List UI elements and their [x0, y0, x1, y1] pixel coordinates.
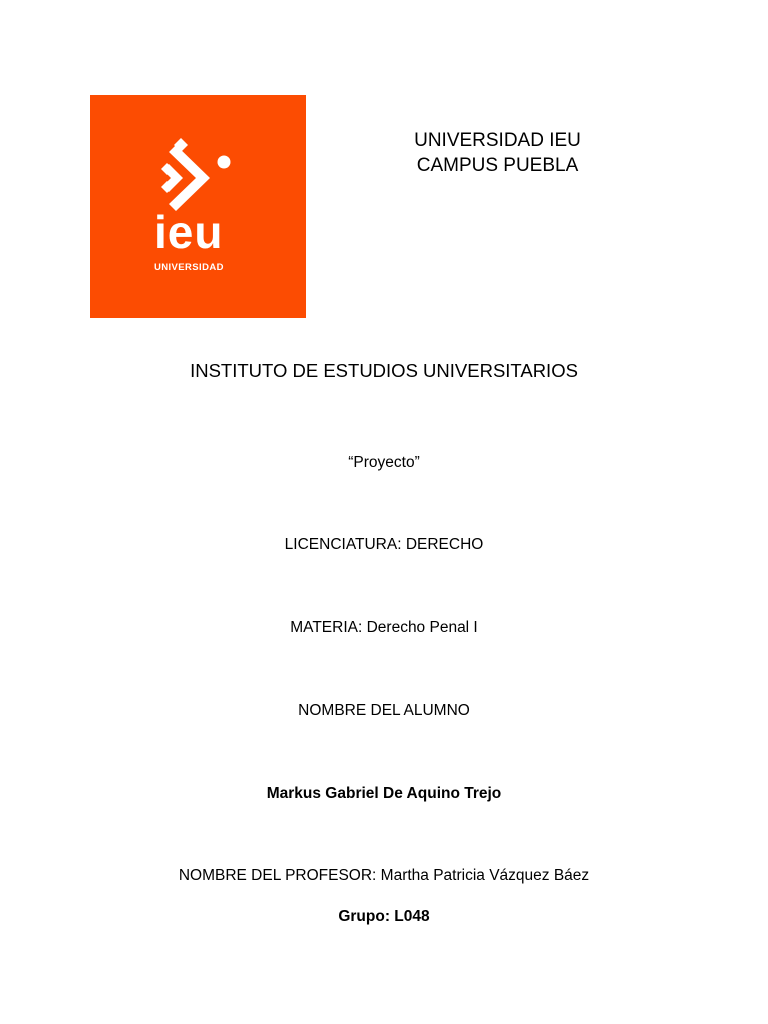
- logo-subtitle: UNIVERSIDAD: [154, 262, 224, 273]
- student-label: NOMBRE DEL ALUMNO: [298, 702, 470, 719]
- university-name-line2: CAMPUS PUEBLA: [416, 155, 579, 176]
- project-title: “Proyecto”: [348, 454, 420, 471]
- institute-name: INSTITUTO DE ESTUDIOS UNIVERSITARIOS: [190, 360, 578, 381]
- group-line: Grupo: L048: [338, 908, 430, 925]
- degree-line: LICENCIATURA: DERECHO: [284, 536, 484, 553]
- university-name-line1: UNIVERSIDAD IEU: [414, 130, 581, 151]
- logo-wordmark: ieu: [154, 206, 224, 258]
- subject-line: MATERIA: Derecho Penal I: [290, 619, 478, 636]
- university-name: [360, 128, 635, 178]
- teacher-line: NOMBRE DEL PROFESOR: Martha Patricia Vázquez Báez: [178, 867, 590, 884]
- university-logo: [90, 95, 306, 318]
- student-name: Markus Gabriel De Aquino Trejo: [266, 785, 502, 802]
